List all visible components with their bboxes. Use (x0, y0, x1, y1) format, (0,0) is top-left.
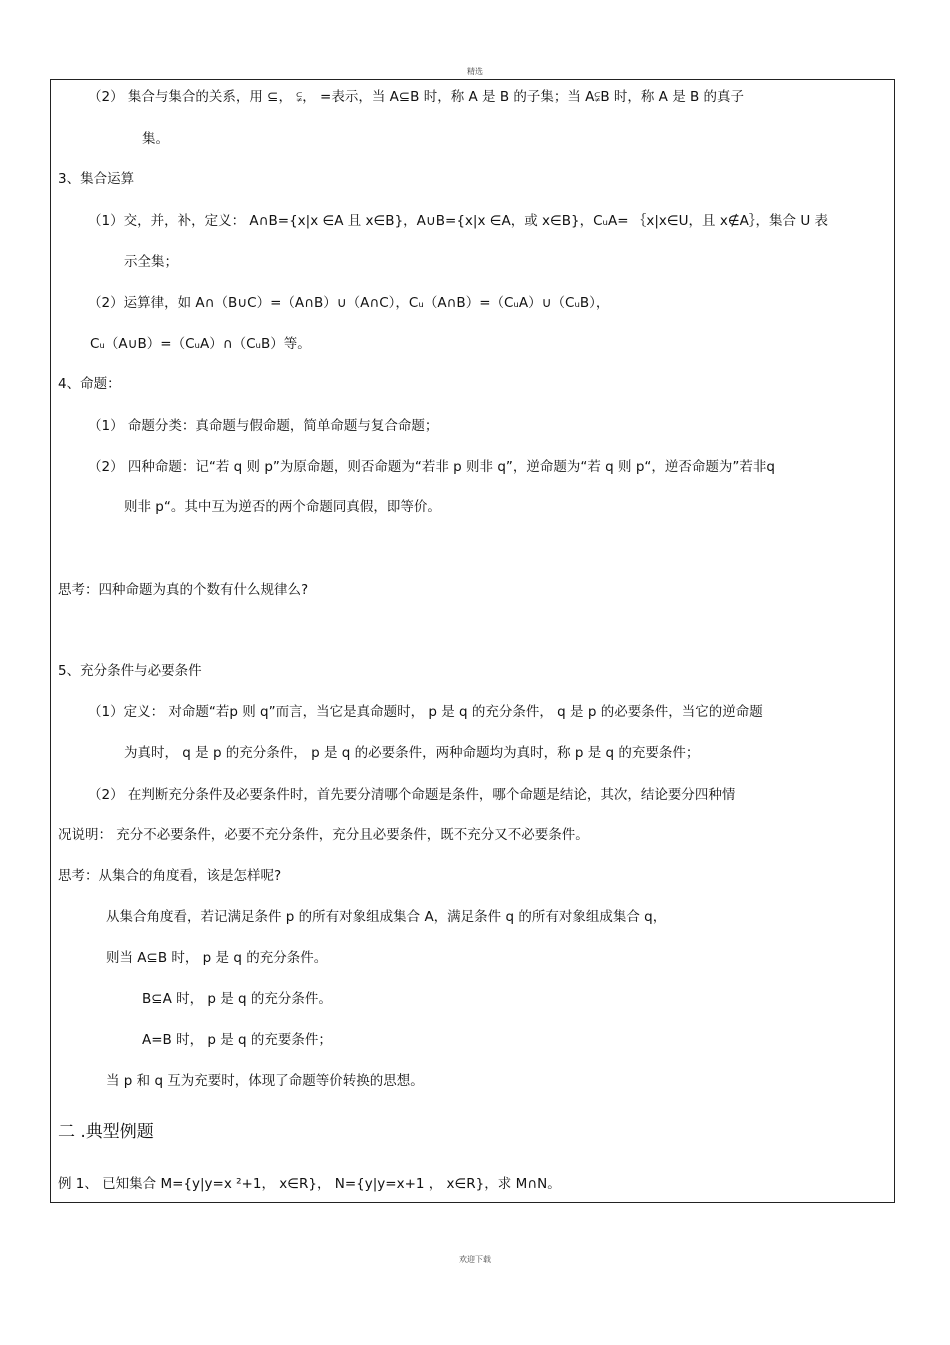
text-line-set-definitions: （1）交，并，补，定义： A∩B={x|x ∈A 且 x∈B}，A∪B={x|x ∈A，或 x∈B}，CᵤA= ｛x|x∈U，且 x∉A｝，集合 U 表 (88, 213, 829, 229)
text-line-condition-definition: （1）定义： 对命题“若p 则 q”而言，当它是真命题时， p 是 q 的充分条件， q 是 p 的必要条件，当它的逆命题 (88, 704, 763, 720)
text-line-think-1: 思考：四种命题为真的个数有什么规律么? (58, 582, 309, 598)
text-line-condition-judging-cont: 况说明： 充分不必要条件，必要不充分条件，充分且必要条件，既不充分又不必要条件。 (58, 827, 589, 843)
text-line-condition-definition-cont: 为真时， q 是 p 的充分条件， p 是 q 的必要条件，两种命题均为真时，称 p 是 q 的充要条件； (124, 745, 700, 761)
page-header: 精选 (467, 67, 483, 76)
text-line-four-propositions-cont: 则非 p“。其中互为逆否的两个命题同真假，即等价。 (124, 499, 441, 515)
text-line-think-2: 思考：从集合的角度看，该是怎样呢? (58, 868, 282, 884)
text-line-condition-judging: （2） 在判断充分条件及必要条件时，首先要分清哪个命题是条件，哪个命题是结论，其次，结论要分四种情 (88, 787, 736, 803)
text-line-operation-laws-cont: Cᵤ（A∪B）=（CᵤA）∩（CᵤB）等。 (90, 336, 311, 352)
text-line-example-1: 例 1、 已知集合 M={y|y=x ²+1， x∈R}， N={y|y=x+1 ， x∈R}，求 M∩N。 (58, 1176, 561, 1192)
text-line-equivalence: 当 p 和 q 互为充要时，体现了命题等价转换的思想。 (106, 1073, 424, 1089)
text-line-subset-cont: 集。 (142, 131, 169, 147)
section-heading-set-operations: 3、集合运算 (58, 171, 135, 187)
text-line-subset-relation: （2） 集合与集合的关系，用 ⊆， ⫋， =表示，当 A⊆B 时，称 A 是 B 的子集；当 A⫋B 时，称 A 是 B 的真子 (88, 89, 745, 105)
text-line-four-propositions: （2） 四种命题：记“若 q 则 p”为原命题，则否命题为“若非 p 则非 q”，逆命题为“若 q 则 p“，逆否命题为”若非q (88, 459, 775, 475)
text-line-operation-laws: （2）运算律，如 A∩（B∪C）=（A∩B）∪（A∩C），Cᵤ（A∩B）=（CᵤA）∪（CᵤB）， (88, 295, 610, 311)
text-line-set-view-case-3: A=B 时， p 是 q 的充要条件； (142, 1032, 332, 1048)
text-line-set-view: 从集合角度看，若记满足条件 p 的所有对象组成集合 A，满足条件 q 的所有对象组成集合 q， (106, 909, 667, 925)
section-heading-examples: 二 .典型例题 (58, 1122, 154, 1142)
text-line-proposition-types: （1） 命题分类：真命题与假命题，简单命题与复合命题； (88, 418, 439, 434)
text-line-set-definitions-cont: 示全集； (124, 254, 178, 270)
text-line-set-view-case-2: B⊆A 时， p 是 q 的充分条件。 (142, 991, 332, 1007)
section-heading-conditions: 5、充分条件与必要条件 (58, 663, 202, 679)
section-heading-propositions: 4、命题： (58, 376, 121, 392)
page-footer: 欢迎下载 (459, 1255, 491, 1264)
text-line-set-view-case-1: 则当 A⊆B 时， p 是 q 的充分条件。 (106, 950, 328, 966)
